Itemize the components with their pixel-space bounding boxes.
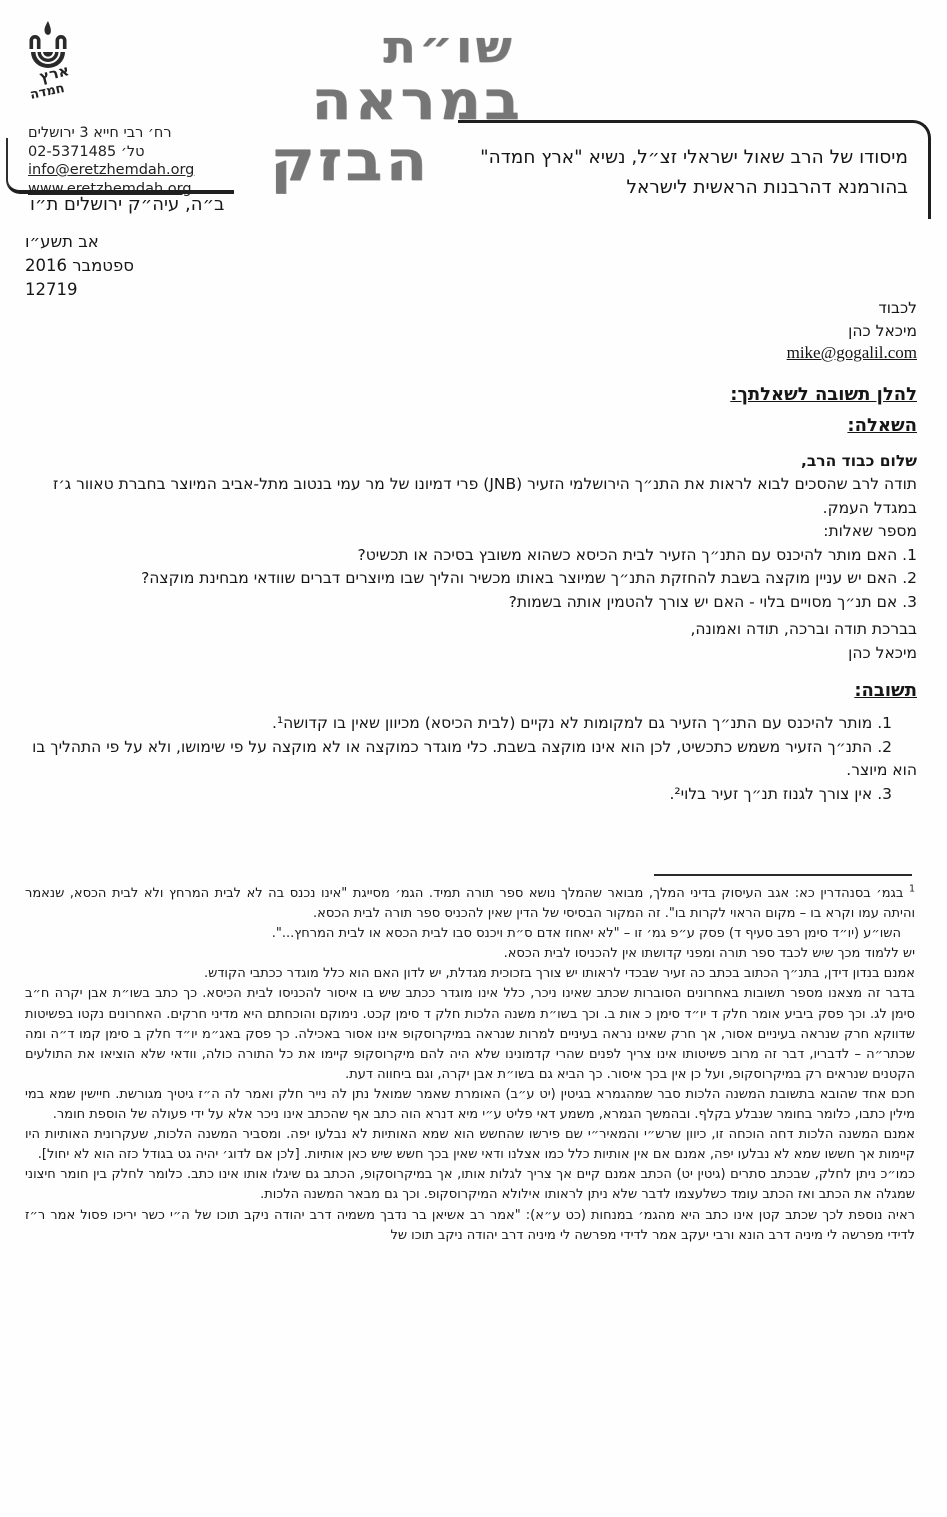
eretz-hemdah-logo-icon — [22, 20, 74, 108]
question-heading: השאלה: — [847, 414, 917, 436]
footnote-paragraph: אמנם בנדון דידן, בתנ״ך הכתוב בכתב כה זעיר שבכדי לראותו יש צורך בזכוכית מגדלת, יש לדון האם הוא כלל מוגדר ככתבי הקודש. — [203, 966, 915, 982]
title-habazak: הבזק — [269, 129, 430, 194]
answer-list — [25, 712, 917, 806]
question-body: תודה לרב שהסכים לבוא לראות את התנ״ך הירושלמי הזעיר (JNB) פרי דמיונו של מר עמי בנטוב מתל-אביב המיוצר בחברת טאוור ג׳ז במגדל העמק. — [52, 475, 917, 517]
footnote-paragraph: $^1$ בגמ׳ בסנהדרין כא: אגב העיסוק בדיני המלך, מבואר שהמלך נושא ספר תורה תמיד. הגמ׳ מסייגת "אינו נכנס בה לא לבית המרחץ ולא לבית הכסא, שנאמר והיתה עמו וקרא בו – מקום הראוי לקרות בו". זה המקור הבסיסי של הדין שאין להכניס ספר תורה לבית הכסא. — [25, 883, 915, 922]
hebrew-date: אב תשע״ו — [25, 232, 99, 251]
question-item: 1. האם מותר להיכנס עם התנ״ך הזעיר לבית הכיסא כשהוא משובץ בסיכה או תכשיט? — [357, 545, 917, 564]
footnote-paragraph: יש ללמוד מכך שיש לכבד ספר תורה ומפני קדושתו אין להכניסו לבית הכסא. — [503, 946, 915, 962]
address-phone: טל׳ 02-5371485 — [28, 143, 145, 160]
footnote-paragraph: אמנם המשנה הלכות דחה הוכחה זו, כיוון שרש״י והמאיר״י שם פירשו שהחשש הוא שמא האותיות לא נבלעו יפה. ומסביר המשנה הלכות, שעקרונית האותיות היו קיימות אך חששו שמא לא נבלעו יפה, אמנם אם אין אותיות כלל כמו אצלנו ודאי שאין בכך חשש שיש כאן אותיות. [לכן אם לדוג׳ יהיה גט בגודל כזה הוא לא יחול]. — [25, 1127, 915, 1163]
signoff-name: מיכאל כהן — [848, 643, 917, 662]
answer-heading: תשובה: — [854, 680, 917, 701]
footnote-paragraph: כמו״כ ניתן לחלק, שבכתב סתרים (גיטין יט) הכתב אמנם קיים אך צריך לגלות אותו, אך במיקרוסקופ, הכתב גם שיגלו אותו אינו כתב. כלומר לחלק בין חומר חיצוני שמגלה את הכתב ואז הכתב עומד כשלעצמו לדבר שלא ניתן לראותו אילולא המיקרוסקופ. וכך גם מבאר המשנה הלכות. — [25, 1167, 915, 1203]
footnote-separator — [654, 874, 912, 876]
gregorian-date: ספטמבר 2016 — [25, 256, 135, 275]
reply-heading: להלן תשובה לשאלתך: — [730, 383, 917, 405]
title-bemareh: במראה — [311, 69, 523, 132]
question-greeting: שלום כבוד הרב, — [800, 451, 917, 470]
recipient-email: mike@gogalil.com — [786, 343, 917, 362]
letter-body — [25, 297, 917, 806]
recipient-salutation: לכבוד — [878, 299, 917, 317]
footnotes-block — [25, 884, 915, 1246]
answer-item: 3. אין צורך לגנוז תנ״ך זעיר בלוי². — [669, 784, 892, 803]
address-website: www.eretzhemdah.org — [28, 180, 192, 197]
signoff-block — [25, 618, 917, 665]
footnote-marker: 1 — [908, 883, 915, 895]
question-item: 2. האם יש עניין מוקצה בשבת להחזקת התנ״ך שמיוצר באותו מכשיר והליך שבו מיוצרים דברים שוודאי מבחינת מוקצה? — [141, 569, 917, 587]
footnote-paragraph: בדבר זה מצאנו מספר תשובות באחרונים הסוברות שכתב שאינו ניכר, כלל אינו מוגדר ככתב שיש בו איסור להכניסו לבית הכיסא. כך כתב בשו״ת אבן יקרה ח״ב סימן לג. וכך פסק ביביע אומר חלק ד יו״ד סימן כ אות ב. וכך בשו״ת משנה הלכות חלק ד סימן קכט. נימוקם והוכחתם היא מדיני חרקים. האחרונים נקטו בפשיטות שדווקא חרק שנראה בעיניים אסור, אך חרק שאינו נראה בעיניים למרות שנראה במיקרוסקופ אינו אסור באכילה. כך פסק באג״מ יו״ד חלק ב סימן קמו ד״ה ומה שכתר״ה – לדבריו, דבר זה מרוב פשיטותו אינו צריך לפנים שהרי קדמונינו שלא היה להם מיקרוסקופ קיימו את כל התורה כולה, וודאי שלא הוציאו את התולעים הקטנים שנראים רק במיקרוסקופ, ועל כן אין בכך איסור. כך הביא גם בשו״ת אבן יקרה, וגם ביחווה דעת. — [25, 986, 915, 1082]
title-shut: שו״ת — [383, 22, 515, 73]
header-left-rule — [6, 138, 234, 194]
institute-founder-line: מיסודו של הרב שאול ישראלי זצ״ל, נשיא "ארץ חמדה" — [480, 147, 908, 168]
footnote-paragraph: חכם אחד שהובא בתשובת המשנה הלכות סבר שמהגמרא בגיטין (יט ע״ב) האומרת שאמר שמואל נתן לה נייר חלק ואמר לה ה״ז גיטיך מגורשת. חיישין שמא במי מילין כתבו, כלומר בחומר שנבלע בקלף. ובהמשך הגמרא, משמע דאי פליט ע״י מיא דנרא הוה כתב אף שהכתב אינו ניכר אלא על ידי פעולה של הוספת חומר. — [25, 1086, 915, 1123]
reference-number: 12719 — [25, 280, 78, 299]
address-street: רח׳ רבי חייא 3 ירושלים — [28, 125, 172, 141]
institute-authority-line: בהורמנא דהרבנות הראשית לישראל — [626, 177, 908, 198]
question-list-intro: מספר שאלות: — [823, 522, 917, 540]
answer-item: 1. מותר להיכנס עם התנ״ך הזעיר גם למקומות לא נקיים (לבית הכיסא) מכיוון שאין בו קדושה¹. — [272, 714, 892, 732]
question-list — [25, 544, 917, 615]
signoff-blessing: בברכת תודה וברכה, תודה ואמונה, — [690, 620, 917, 638]
flame-icon — [44, 21, 50, 35]
recipient-name: מיכאל כהן — [848, 321, 917, 340]
answer-item: 2. התנ״ך הזעיר משמש כתכשיט, לכן הוא אינו מוקצה בשבת. כלי מוגדר כמוקצה או לא מוקצה על פי שימושו, ולא על פי התהליך בו הוא מיוצר. — [32, 737, 917, 779]
bsd-line: ב״ה, עיה״ק ירושלים ת״ו — [30, 194, 225, 215]
footnote-paragraph: השו״ע (יו״ד סימן רפב סעיף ד) פסק ע״פ גמ׳ זו – "לא יאחוז אדם ס״ת ויכנס סבו לבית הכסא או לבית המרחץ...". — [271, 926, 901, 942]
logo-word-hemdah: חמדה — [28, 80, 66, 103]
logo-word-eretz: ארץ — [37, 61, 71, 86]
date-block — [25, 230, 134, 302]
institute-block — [480, 143, 908, 203]
address-email: info@eretzhemdah.org — [28, 162, 195, 178]
recipient-block — [25, 297, 917, 365]
question-item: 3. אם תנ״ך מסויים בלוי - האם יש צורך להטמין אותה בשמות? — [508, 592, 917, 611]
footnote-paragraph: ראיה נוספת לכך שכתב קטן אינו כתב היא מהגמ׳ במנחות (כט ע״א): "אמר רב אשיאן בר נדבך משמיה דרב יהודה ניקב תוכו של ה״י כשר יריכו פסול אמר ר״ז לדידי מפרשה לי מיניה דרב הונא ורבי יעקב אמר לדידי מפרשה לי מיניה דרב יהודה ניקב תוכו של — [25, 1207, 915, 1243]
